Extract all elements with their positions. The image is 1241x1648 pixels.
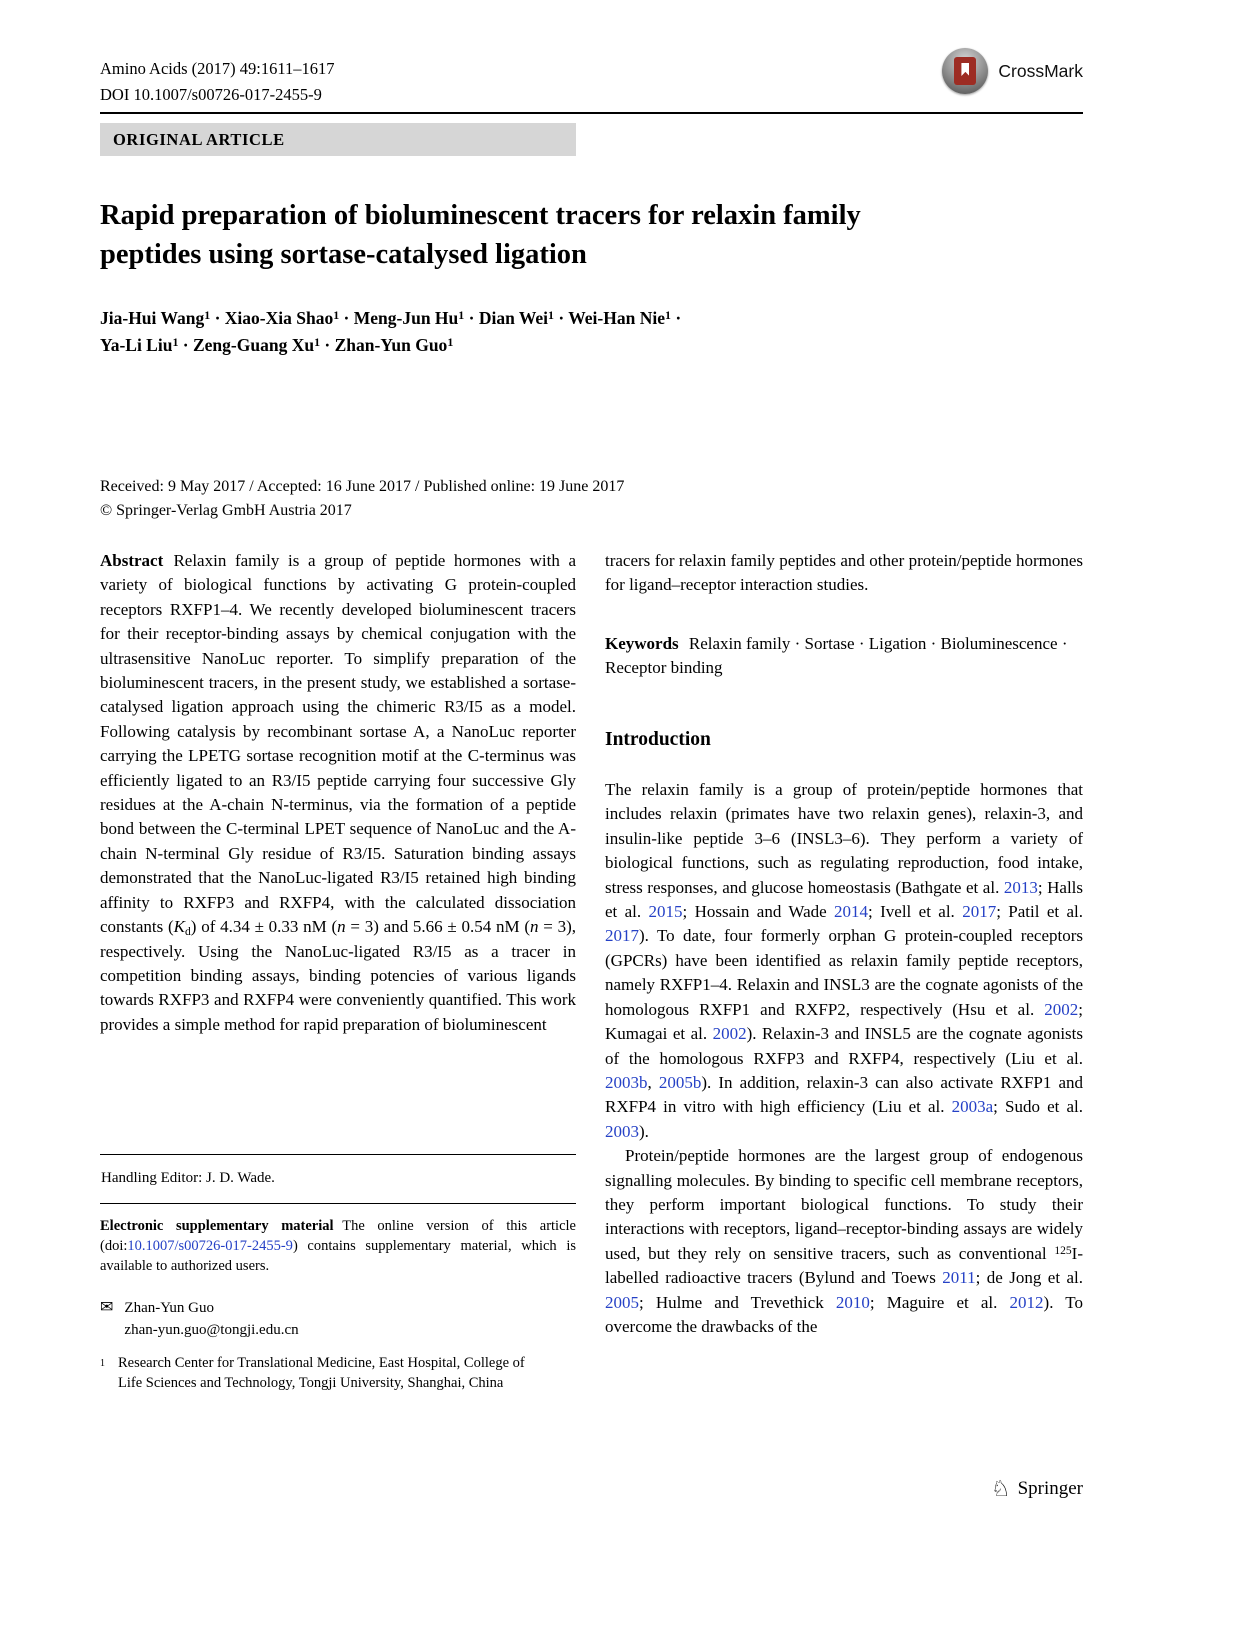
inline-link[interactable]: 2003 — [605, 1121, 639, 1141]
inline-link[interactable]: 2015 — [648, 902, 683, 922]
dates-block — [100, 475, 624, 522]
text-segment: Ya-Li Liu — [100, 335, 173, 355]
inline-link[interactable]: 2003a — [951, 1097, 994, 1117]
text-segment: n — [337, 917, 346, 937]
inline-link[interactable]: 2005 — [605, 1292, 639, 1312]
text-segment: Electronic supplementary material — [100, 1218, 334, 1234]
crossmark-label: CrossMark — [998, 60, 1083, 81]
right-column — [605, 549, 1083, 1339]
text-segment: 1 — [664, 307, 671, 322]
text-segment: 1 — [458, 307, 465, 322]
inline-link[interactable]: 2012 — [1009, 1292, 1044, 1312]
handling-editor-note: Handling Editor: J. D. Wade. — [101, 1170, 275, 1186]
text-segment: · Dian Wei — [464, 308, 549, 328]
springer-horse-icon: ♘ — [990, 1476, 1011, 1501]
text-segment: · Meng-Jun Hu — [339, 308, 459, 328]
text-segment: · Wei-Han Nie — [553, 308, 665, 328]
introduction-heading: Introduction — [605, 728, 711, 750]
text-segment: , — [647, 1072, 659, 1092]
text-segment: K — [173, 917, 186, 937]
inline-link[interactable]: 2013 — [1003, 877, 1038, 897]
text-segment: 1 — [333, 307, 340, 322]
text-segment: d — [185, 924, 191, 938]
inline-link[interactable]: 2002 — [1044, 999, 1079, 1019]
text-segment: ; Halls et al. — [605, 877, 1084, 922]
article-type-label: ORIGINAL ARTICLE — [113, 129, 285, 149]
text-segment: 1 — [447, 334, 454, 349]
inline-link[interactable]: 2005b — [658, 1072, 702, 1092]
inline-link[interactable]: 2014 — [834, 902, 869, 922]
text-segment: ) contains supplementary material, which is available to authorized users. — [100, 1238, 576, 1274]
received-dates: Received: 9 May 2017 / Accepted: 16 June 2017 / Published online: 19 June 2017 — [100, 478, 625, 495]
header-divider — [100, 112, 1083, 114]
journal-ref: Amino Acids (2017) 49:1611–1617 — [100, 59, 335, 78]
affiliation-note — [100, 1353, 576, 1393]
text-segment: = 3), respectively. Using the NanoLuc-ligated R3/I5 as a tracer in competition binding assays, binding potencies of various ligands towards RXFP3 and RXFP4 were conveniently quantified. This work provides a simple method for rapid preparation of bioluminescent — [100, 917, 576, 1034]
journal-header — [100, 56, 335, 108]
text-segment: The relaxin family is a group of protein/peptide hormones that includes relaxin (primates have two relaxin genes), relaxin-3, and insulin-like peptide 3–6 (INSL3–6). They perform a variety of biological functions, such as regulating reproduction, food intake, stress responses, and glucose homeostasis (Bathgate et al. — [605, 780, 1083, 897]
paper-title-line-1: Rapid preparation of bioluminescent tracers for relaxin family — [100, 200, 861, 231]
inline-link[interactable]: 2010 — [835, 1292, 870, 1312]
text-segment: Protein/peptide hormones are the largest group of endogenous signalling molecules. By binding to specific cell membrane receptors, they perform important biological functions. To study their interactions with receptors, ligand–receptor-binding assays are widely used, but they rely on sensitive tracers, such as conventional — [605, 1146, 1083, 1263]
text-segment: ). — [639, 1121, 649, 1141]
authors-line-2 — [100, 332, 681, 359]
text-segment: ; Hulme and Trevethick — [639, 1292, 836, 1312]
text-segment: · Zhan-Yun Guo — [320, 335, 448, 355]
text-segment: · — [670, 308, 682, 328]
crossmark-badge[interactable] — [942, 48, 1083, 94]
abstract-continuation: tracers for relaxin family peptides and other protein/peptide hormones for ligand–receptor interaction studies. — [605, 551, 1083, 595]
springer-wordmark: Springer — [1017, 1478, 1083, 1499]
text-segment: 1 — [314, 334, 321, 349]
inline-link[interactable]: 2017 — [962, 902, 997, 922]
footnote-area — [100, 1154, 576, 1393]
text-segment: ; Kumagai et al. — [605, 999, 1083, 1044]
supplementary-note — [100, 1216, 576, 1276]
correspondence-email[interactable]: zhan-yun.guo@tongji.edu.cn — [124, 1322, 299, 1338]
text-segment: 1 — [204, 307, 211, 322]
affiliation-marker: 1 — [100, 1358, 105, 1369]
left-column — [100, 549, 576, 1037]
authors-line-1 — [100, 305, 681, 332]
springer-logo — [991, 1478, 1083, 1500]
correspondence-name: Zhan-Yun Guo — [124, 1300, 214, 1316]
footnote-divider-bottom — [100, 1203, 576, 1204]
inline-link[interactable]: 2002 — [712, 1024, 747, 1044]
text-segment: 1 — [172, 334, 179, 349]
text-segment: Keywords — [605, 633, 679, 653]
text-segment: ) of 4.34 ± 0.33 nM ( — [190, 917, 338, 937]
text-segment: Relaxin family is a group of peptide hormones with a variety of biological functions by activating G protein-coupled receptors RXFP1–4. We recently developed bioluminescent tracers for their receptor-binding assays by chemical conjugation with the ultrasensitive NanoLuc reporter. To simplify preparation of the bioluminescent tracers, in the present study, we established a sortase-catalysed ligation approach using the chimeric R3/I5 as a model. Following catalysis by recombinant sortase A, a NanoLuc reporter carrying the LPETG sortase recognition motif at the C-terminus was efficiently ligated to an R3/I5 peptide carrying four successive Gly residues at the A-chain N-terminus, via the formation of a peptide bond between the C-terminal LPET sequence of NanoLuc and the A-chain N-terminal Gly residue of R3/I5. Saturation binding assays demonstrated that the NanoLuc-ligated R3/I5 retained high binding affinity to RXFP3 and RXFP4, with the calculated dissociation constants ( — [100, 551, 576, 937]
text-segment: ). In addition, relaxin-3 can also activate RXFP1 and RXFP4 in vitro with high efficiency (Liu et al. — [605, 1072, 1083, 1117]
envelope-icon: ✉ — [100, 1299, 114, 1316]
affiliation-text: Research Center for Translational Medicine, East Hospital, College of Life Sciences and Technology, Tongji University, Shanghai, China — [118, 1355, 525, 1391]
paper-title — [100, 197, 1060, 274]
text-segment: ). To date, four formerly orphan G protein-coupled receptors (GPCRs) have been identified as relaxin family peptide receptors, namely RXFP1–4. Relaxin and INSL3 are the cognate agonists of the homologous RXFP1 and RXFP2, respectively (Hsu et al. — [605, 926, 1083, 1019]
text-segment: 125 — [1054, 1243, 1072, 1257]
crossmark-icon — [942, 48, 988, 94]
copyright-line: © Springer-Verlag GmbH Austria 2017 — [100, 501, 352, 519]
text-segment: ; de Jong et al. — [975, 1268, 1084, 1288]
text-segment: The online version of this article (doi: — [100, 1218, 576, 1254]
text-segment: Jia-Hui Wang — [100, 308, 205, 328]
inline-link[interactable]: 10.1007/s00726-017-2455-9 — [127, 1238, 293, 1254]
keywords-line — [605, 632, 1083, 681]
abstract-paragraph — [100, 549, 576, 1037]
text-segment: ; Maguire et al. — [869, 1292, 1010, 1312]
inline-link[interactable]: 2011 — [942, 1268, 976, 1288]
text-segment: Abstract — [100, 551, 164, 570]
text-segment: ; Hossain and Wade — [682, 902, 835, 922]
text-segment: Relaxin family · Sortase · Ligation · Bioluminescence · Receptor binding — [605, 633, 1068, 678]
text-segment: ; Sudo et al. — [993, 1097, 1083, 1117]
text-segment: · Zeng-Guang Xu — [178, 335, 315, 355]
text-segment: ; Ivell et al. — [868, 902, 963, 922]
intro-paragraph-2 — [605, 1144, 1083, 1339]
inline-link[interactable]: 2003b — [605, 1072, 648, 1092]
article-type-banner — [100, 123, 576, 156]
text-segment: ). To overcome the drawbacks of the — [605, 1292, 1083, 1336]
text-segment: ; Patil et al. — [996, 902, 1083, 922]
inline-link[interactable]: 2017 — [605, 926, 639, 946]
doi-line: DOI 10.1007/s00726-017-2455-9 — [100, 85, 322, 104]
text-segment: n — [530, 917, 539, 937]
correspondence-block — [100, 1297, 576, 1341]
intro-paragraph-1 — [605, 778, 1083, 1144]
text-segment: = 3) and 5.66 ± 0.54 nM ( — [345, 917, 530, 937]
text-segment: ). Relaxin-3 and INSL5 are the cognate agonists of the homologous RXFP3 and RXFP4, respectively (Liu et al. — [605, 1024, 1083, 1068]
authors-block — [100, 305, 681, 359]
footnote-divider-top — [100, 1154, 576, 1155]
text-segment: · Xiao-Xia Shao — [210, 308, 334, 328]
text-segment: I-labelled radioactive tracers (Bylund and Toews — [605, 1243, 1083, 1288]
paper-title-line-2: peptides using sortase-catalysed ligation — [100, 238, 587, 270]
text-segment: 1 — [548, 307, 554, 322]
